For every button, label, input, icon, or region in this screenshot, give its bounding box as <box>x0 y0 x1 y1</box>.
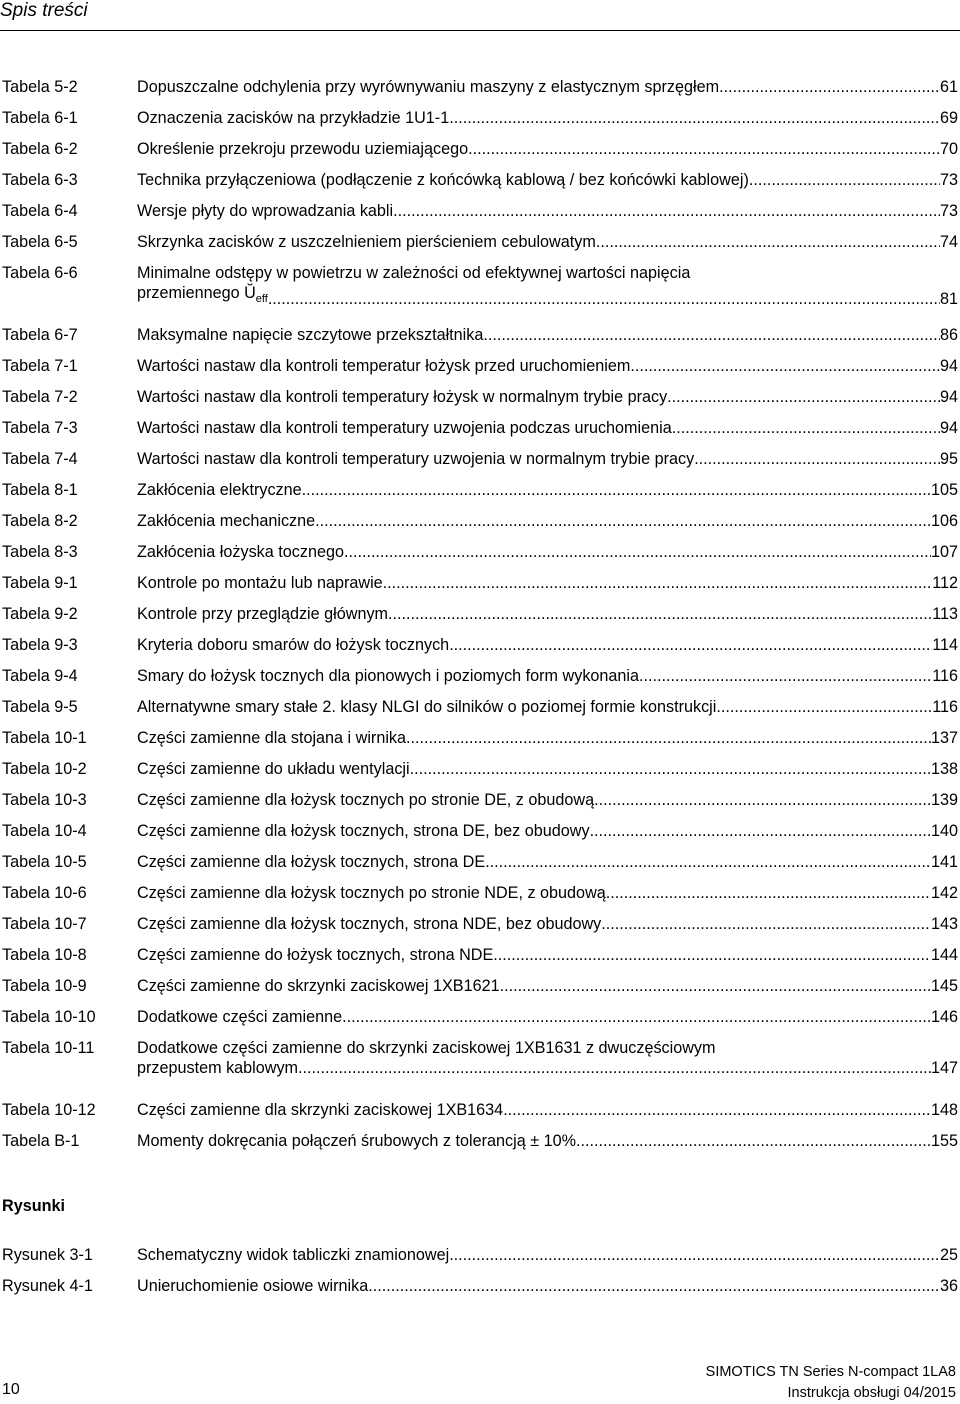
entry-number: Tabela 10-5 <box>2 853 87 871</box>
entry-title-text: Części zamienne dla łożysk tocznych po stronie NDE, z obudową <box>137 884 606 902</box>
entry-title[interactable] <box>137 914 601 934</box>
entry-title[interactable] <box>137 232 596 252</box>
dot-leader <box>302 480 931 500</box>
entry-page[interactable]: 107 <box>930 543 958 561</box>
entry-title-text: Momenty dokręcania połączeń śrubowych z tolerancją ± 10% <box>137 1132 576 1150</box>
entry-title-text: Kontrole po montażu lub naprawie <box>137 574 383 592</box>
entry-title[interactable] <box>137 728 406 748</box>
entry-body <box>137 945 958 965</box>
entry-number: Tabela 6-6 <box>2 264 78 282</box>
entry-number: Tabela 10-2 <box>2 760 87 778</box>
entry-line <box>137 821 958 841</box>
entry-body <box>137 511 958 531</box>
entry-number: Tabela 8-3 <box>2 543 78 561</box>
entry-body <box>137 77 958 97</box>
dot-leader <box>485 852 931 872</box>
entry-line <box>137 1100 958 1120</box>
entry-body <box>137 821 958 841</box>
entry-page[interactable]: 155 <box>930 1132 958 1150</box>
entry-number: Tabela 10-6 <box>2 884 87 902</box>
entry-body <box>137 201 958 221</box>
toc-entry[interactable] <box>2 1131 958 1162</box>
entry-title[interactable] <box>137 759 410 779</box>
entry-title-text: Kontrole przy przeglądzie głównym <box>137 605 389 623</box>
tables-list <box>2 77 958 1162</box>
entry-title[interactable] <box>137 604 388 624</box>
entry-line <box>137 1245 958 1265</box>
dot-leader <box>342 1007 931 1027</box>
toc-entry[interactable] <box>2 356 958 387</box>
entry-line <box>137 790 958 810</box>
footer-info <box>706 1362 956 1404</box>
entry-body <box>137 728 958 748</box>
entry-line <box>137 542 958 562</box>
entry-title-text: Wartości nastaw dla kontroli temperatury uzwojenia podczas uruchomienia <box>137 419 672 437</box>
entry-body <box>137 914 958 934</box>
dot-leader <box>667 387 940 407</box>
entry-title[interactable] <box>137 325 483 345</box>
entry-body <box>137 1007 958 1027</box>
page-number: 10 <box>2 1381 20 1398</box>
entry-line <box>137 356 958 376</box>
toc-entry[interactable] <box>2 1245 958 1276</box>
entry-title[interactable] <box>137 77 719 97</box>
entry-title-text: przepustem kablowym <box>137 1059 299 1077</box>
entry-number: Tabela 9-2 <box>2 605 78 623</box>
entry-number: Tabela 7-4 <box>2 450 78 468</box>
entry-title[interactable] <box>137 790 594 810</box>
toc-entry[interactable] <box>2 542 958 573</box>
toc-entry[interactable] <box>2 604 958 635</box>
toc-entry[interactable] <box>2 666 958 697</box>
entry-line <box>137 666 958 686</box>
entry-title[interactable] <box>137 283 268 309</box>
entry-line <box>137 945 958 965</box>
entry-line <box>137 759 958 779</box>
toc-entry[interactable] <box>2 139 958 170</box>
entry-title[interactable] <box>137 1245 449 1265</box>
entry-page[interactable]: 143 <box>930 915 958 933</box>
entry-page[interactable]: 139 <box>930 791 958 809</box>
entry-body <box>137 263 958 309</box>
entry-title[interactable] <box>137 697 716 717</box>
entry-line <box>137 170 958 190</box>
dot-leader <box>639 666 932 686</box>
entry-page[interactable]: 114 <box>932 636 958 654</box>
entry-page[interactable]: 81 <box>939 290 958 309</box>
entry-body <box>137 1100 958 1120</box>
entry-title-text: Oznaczenia zacisków na przykładzie 1U1-1 <box>137 109 450 127</box>
figures-heading: Rysunki <box>2 1197 65 1215</box>
toc-entry[interactable] <box>2 511 958 542</box>
entry-body <box>137 480 958 500</box>
dot-leader <box>503 1100 931 1120</box>
toc-entry[interactable] <box>2 170 958 201</box>
entry-number: Tabela 6-5 <box>2 233 78 251</box>
entry-number: Tabela 10-7 <box>2 915 87 933</box>
entry-number: Tabela 10-9 <box>2 977 87 995</box>
toc-entry[interactable] <box>2 976 958 1007</box>
figures-list <box>2 1245 958 1307</box>
entry-line <box>137 325 958 345</box>
entry-title-text: Wartości nastaw dla kontroli temperatur łożysk przed uruchomieniem <box>137 357 631 375</box>
entry-page[interactable]: 94 <box>939 357 958 375</box>
toc-entry[interactable] <box>2 201 958 232</box>
entry-title[interactable] <box>137 480 302 500</box>
entry-line <box>137 511 958 531</box>
entry-title-text: Części zamienne dla łożysk tocznych po stronie DE, z obudową <box>137 791 595 809</box>
dot-leader <box>576 1131 931 1151</box>
dot-leader <box>315 511 931 531</box>
entry-page[interactable]: 148 <box>930 1101 958 1119</box>
dot-leader <box>594 790 931 810</box>
entry-body <box>137 325 958 345</box>
entry-number: Tabela 7-3 <box>2 419 78 437</box>
entry-page[interactable]: 73 <box>939 202 958 220</box>
dot-leader <box>410 759 931 779</box>
entry-line <box>137 283 958 309</box>
entry-title-text: Zakłócenia mechaniczne <box>137 512 316 530</box>
entry-title-text: Dodatkowe części zamienne <box>137 1008 343 1026</box>
entry-number: Tabela 9-1 <box>2 574 78 592</box>
entry-page[interactable]: 145 <box>930 977 958 995</box>
entry-title[interactable] <box>137 852 485 872</box>
entry-body <box>137 883 958 903</box>
toc-entry[interactable] <box>2 108 958 139</box>
entry-line <box>137 418 958 438</box>
toc-entry[interactable] <box>2 821 958 852</box>
entry-line <box>137 201 958 221</box>
dot-leader <box>368 1276 940 1296</box>
entry-title[interactable] <box>137 1100 503 1120</box>
entry-body <box>137 635 958 655</box>
entry-title-text: przemiennego Ŭ <box>137 284 256 302</box>
entry-title-text: Alternatywne smary stałe 2. klasy NLGI do silników o poziomej formie konstrukcji <box>137 698 717 716</box>
entry-title[interactable] <box>137 976 500 996</box>
entry-page[interactable]: 95 <box>939 450 958 468</box>
toc-entry[interactable] <box>2 697 958 728</box>
entry-number: Tabela 9-3 <box>2 636 78 654</box>
entry-number: Tabela 10-12 <box>2 1101 96 1119</box>
entry-line <box>137 635 958 655</box>
entry-title-text: Części zamienne dla łożysk tocznych, strona DE, bez obudowy <box>137 822 590 840</box>
entry-line <box>137 852 958 872</box>
dot-leader <box>606 883 931 903</box>
entry-title[interactable] <box>137 542 344 562</box>
entry-title-line1: Minimalne odstępy w powietrzu w zależności od efektywnej wartości napięcia <box>137 264 691 282</box>
entry-title[interactable] <box>137 821 590 841</box>
entry-title[interactable] <box>137 883 606 903</box>
toc-entry[interactable] <box>2 480 958 511</box>
entry-body <box>137 542 958 562</box>
dot-leader <box>719 77 940 97</box>
entry-page[interactable]: 141 <box>930 853 958 871</box>
entry-page[interactable]: 116 <box>932 667 958 685</box>
entry-number: Tabela 10-3 <box>2 791 87 809</box>
entry-body <box>137 1276 958 1296</box>
entry-body <box>137 108 958 128</box>
entry-number: Tabela 6-7 <box>2 326 78 344</box>
entry-number: Tabela 5-2 <box>2 78 78 96</box>
entry-title[interactable] <box>137 511 315 531</box>
entry-title[interactable] <box>137 1276 368 1296</box>
entry-title[interactable] <box>137 170 749 190</box>
entry-number: Tabela 8-2 <box>2 512 78 530</box>
entry-subscript: eff <box>255 293 268 306</box>
entry-page[interactable]: 138 <box>930 760 958 778</box>
entry-title-text: Części zamienne dla łożysk tocznych, strona NDE, bez obudowy <box>137 915 602 933</box>
dot-leader <box>630 356 940 376</box>
entry-page[interactable]: 113 <box>932 605 958 623</box>
toc-entry[interactable] <box>2 759 958 790</box>
entry-number: Tabela 10-10 <box>2 1008 96 1026</box>
entry-body <box>137 666 958 686</box>
entry-title[interactable] <box>137 139 468 159</box>
entry-title[interactable] <box>137 201 393 221</box>
entry-title[interactable] <box>137 356 630 376</box>
dot-leader <box>344 542 931 562</box>
entry-title[interactable] <box>137 945 493 965</box>
entry-title-text: Zakłócenia łożyska tocznego <box>137 543 344 561</box>
entry-line <box>137 1131 958 1151</box>
entry-number: Tabela 10-8 <box>2 946 87 964</box>
entry-number: Rysunek 4-1 <box>2 1277 93 1295</box>
entry-body <box>137 852 958 872</box>
entry-line <box>137 480 958 500</box>
entry-number: Tabela 7-2 <box>2 388 78 406</box>
entry-body <box>137 232 958 252</box>
dot-leader <box>449 635 932 655</box>
entry-title[interactable] <box>137 1007 342 1027</box>
entry-page[interactable]: 70 <box>939 140 958 158</box>
entry-page[interactable]: 147 <box>930 1059 958 1077</box>
entry-title[interactable] <box>137 418 672 438</box>
entry-page[interactable]: 137 <box>930 729 958 747</box>
toc-entry[interactable] <box>2 387 958 418</box>
entry-body <box>137 449 958 469</box>
toc-entry[interactable] <box>2 852 958 883</box>
entry-page[interactable]: 112 <box>932 574 958 592</box>
toc-entry[interactable] <box>2 1276 958 1307</box>
entry-body <box>137 1245 958 1265</box>
toc-entry[interactable] <box>2 77 958 108</box>
entry-page[interactable]: 94 <box>939 419 958 437</box>
dot-leader <box>500 976 931 996</box>
entry-line <box>137 1058 958 1078</box>
entry-line <box>137 108 958 128</box>
entry-line <box>137 883 958 903</box>
entry-title[interactable] <box>137 635 449 655</box>
entry-page[interactable]: 73 <box>939 171 958 189</box>
toc-entry[interactable] <box>2 325 958 356</box>
entry-body <box>137 139 958 159</box>
entry-page[interactable]: 69 <box>939 109 958 127</box>
entry-title-text: Części zamienne do skrzynki zaciskowej 1XB1621 <box>137 977 500 995</box>
dot-leader <box>383 573 933 593</box>
entry-title-text: Części zamienne dla stojana i wirnika <box>137 729 407 747</box>
entry-body <box>137 170 958 190</box>
entry-page[interactable]: 86 <box>939 326 958 344</box>
entry-body <box>137 1131 958 1151</box>
dot-leader <box>590 821 931 841</box>
entry-title-text: Części zamienne dla łożysk tocznych, strona DE <box>137 853 486 871</box>
entry-line <box>137 1276 958 1296</box>
entry-number: Tabela 6-4 <box>2 202 78 220</box>
header-title: Spis treści <box>0 0 88 21</box>
entry-line <box>137 77 958 97</box>
toc-entry[interactable] <box>2 635 958 666</box>
entry-number: Tabela 9-4 <box>2 667 78 685</box>
entry-title-text: Określenie przekroju przewodu uziemiającego <box>137 140 469 158</box>
entry-title[interactable] <box>137 1131 576 1151</box>
entry-body <box>137 790 958 810</box>
entry-body <box>137 418 958 438</box>
entry-page[interactable]: 106 <box>930 512 958 530</box>
toc-entry[interactable] <box>2 945 958 976</box>
entry-title[interactable] <box>137 108 449 128</box>
entry-line <box>137 604 958 624</box>
entry-line <box>137 976 958 996</box>
entry-title[interactable] <box>137 449 694 469</box>
entry-number: Tabela 6-2 <box>2 140 78 158</box>
entry-title[interactable] <box>137 573 383 593</box>
entry-line <box>137 914 958 934</box>
entry-number: Rysunek 3-1 <box>2 1246 93 1264</box>
entry-page[interactable]: 116 <box>932 698 958 716</box>
entry-number: Tabela 10-1 <box>2 729 87 747</box>
entry-page[interactable]: 146 <box>930 1008 958 1026</box>
toc-entry[interactable] <box>2 232 958 263</box>
dot-leader <box>493 945 931 965</box>
toc-entry[interactable] <box>2 790 958 821</box>
dot-leader <box>298 1058 931 1078</box>
toc-entry[interactable] <box>2 1100 958 1131</box>
footer-doc: Instrukcja obsługi 04/2015 <box>787 1385 956 1401</box>
entry-body <box>137 604 958 624</box>
entry-title-text: Maksymalne napięcie szczytowe przekształtnika <box>137 326 484 344</box>
entry-body <box>137 573 958 593</box>
dot-leader <box>716 697 932 717</box>
entry-number: Tabela 9-5 <box>2 698 78 716</box>
entry-title-text: Wartości nastaw dla kontroli temperatury łożysk w normalnym trybie pracy <box>137 388 668 406</box>
dot-leader <box>406 728 931 748</box>
entry-page[interactable]: 25 <box>939 1246 958 1264</box>
dot-leader <box>483 325 940 345</box>
entry-page[interactable]: 94 <box>939 388 958 406</box>
toc-entry[interactable] <box>2 263 958 325</box>
entry-page[interactable]: 144 <box>930 946 958 964</box>
footer-product: SIMOTICS TN Series N-compact 1LA8 <box>705 1364 956 1380</box>
entry-number: Tabela 6-3 <box>2 171 78 189</box>
toc-entry[interactable] <box>2 914 958 945</box>
entry-title-text: Skrzynka zacisków z uszczelnieniem pierścieniem cebulowatym <box>137 233 596 251</box>
entry-page[interactable]: 61 <box>939 78 958 96</box>
entry-title-text: Unieruchomienie osiowe wirnika <box>137 1277 369 1295</box>
toc-entry[interactable] <box>2 728 958 759</box>
entry-title[interactable] <box>137 666 639 686</box>
entry-line <box>137 728 958 748</box>
toc-entry[interactable] <box>2 449 958 480</box>
entry-title-text: Części zamienne do układu wentylacji <box>137 760 410 778</box>
entry-title-line1: Dodatkowe części zamienne do skrzynki zaciskowej 1XB1631 z dwuczęściowym <box>137 1039 716 1057</box>
entry-page[interactable]: 105 <box>930 481 958 499</box>
entry-line <box>137 573 958 593</box>
entry-number: Tabela 6-1 <box>2 109 78 127</box>
entry-number: Tabela 8-1 <box>2 481 78 499</box>
dot-leader <box>268 289 940 309</box>
dot-leader <box>749 170 940 190</box>
entry-body <box>137 387 958 407</box>
entry-title-text: Części zamienne dla skrzynki zaciskowej 1XB1634 <box>137 1101 504 1119</box>
dot-leader <box>601 914 931 934</box>
entry-title[interactable] <box>137 387 667 407</box>
entry-page[interactable]: 74 <box>939 233 958 251</box>
entry-title-text: Smary do łożysk tocznych dla pionowych i poziomych form wykonania <box>137 667 640 685</box>
entry-title-text: Wersje płyty do wprowadzania kabli <box>137 202 394 220</box>
dot-leader <box>449 1245 940 1265</box>
entry-body <box>137 356 958 376</box>
header-divider <box>0 30 960 31</box>
entry-line <box>137 1007 958 1027</box>
dot-leader <box>694 449 940 469</box>
entry-page[interactable]: 36 <box>939 1277 958 1295</box>
dot-leader <box>388 604 932 624</box>
entry-title-text: Zakłócenia elektryczne <box>137 481 302 499</box>
entry-body <box>137 697 958 717</box>
entry-body <box>137 976 958 996</box>
dot-leader <box>449 108 940 128</box>
toc-entry[interactable] <box>2 1038 958 1100</box>
entry-number: Tabela B-1 <box>2 1132 80 1150</box>
toc-entry[interactable] <box>2 418 958 449</box>
entry-line <box>137 387 958 407</box>
toc-entry[interactable] <box>2 573 958 604</box>
entry-page[interactable]: 142 <box>930 884 958 902</box>
entry-title-text: Części zamienne do łożysk tocznych, strona NDE <box>137 946 494 964</box>
entry-body <box>137 1038 958 1078</box>
entry-line <box>137 232 958 252</box>
entry-page[interactable]: 140 <box>930 822 958 840</box>
entry-title-text: Kryteria doboru smarów do łożysk tocznych <box>137 636 450 654</box>
toc-entry[interactable] <box>2 883 958 914</box>
entry-line <box>137 449 958 469</box>
entry-line <box>137 697 958 717</box>
dot-leader <box>596 232 940 252</box>
entry-line <box>137 139 958 159</box>
entry-title-text: Wartości nastaw dla kontroli temperatury uzwojenia w normalnym trybie pracy <box>137 450 695 468</box>
toc-entry[interactable] <box>2 1007 958 1038</box>
entry-body <box>137 759 958 779</box>
entry-number: Tabela 10-11 <box>2 1039 95 1057</box>
entry-title[interactable] <box>137 1058 298 1078</box>
entry-title-text: Schematyczny widok tabliczki znamionowej <box>137 1246 450 1264</box>
dot-leader <box>393 201 940 221</box>
entry-number: Tabela 7-1 <box>2 357 78 375</box>
entry-number: Tabela 10-4 <box>2 822 87 840</box>
entry-title-text: Technika przyłączeniowa (podłączenie z końcówką kablową / bez końcówki kablowej) <box>137 171 749 189</box>
dot-leader <box>468 139 940 159</box>
entry-title-text: Dopuszczalne odchylenia przy wyrównywaniu maszyny z elastycznym sprzęgłem <box>137 78 720 96</box>
dot-leader <box>672 418 940 438</box>
